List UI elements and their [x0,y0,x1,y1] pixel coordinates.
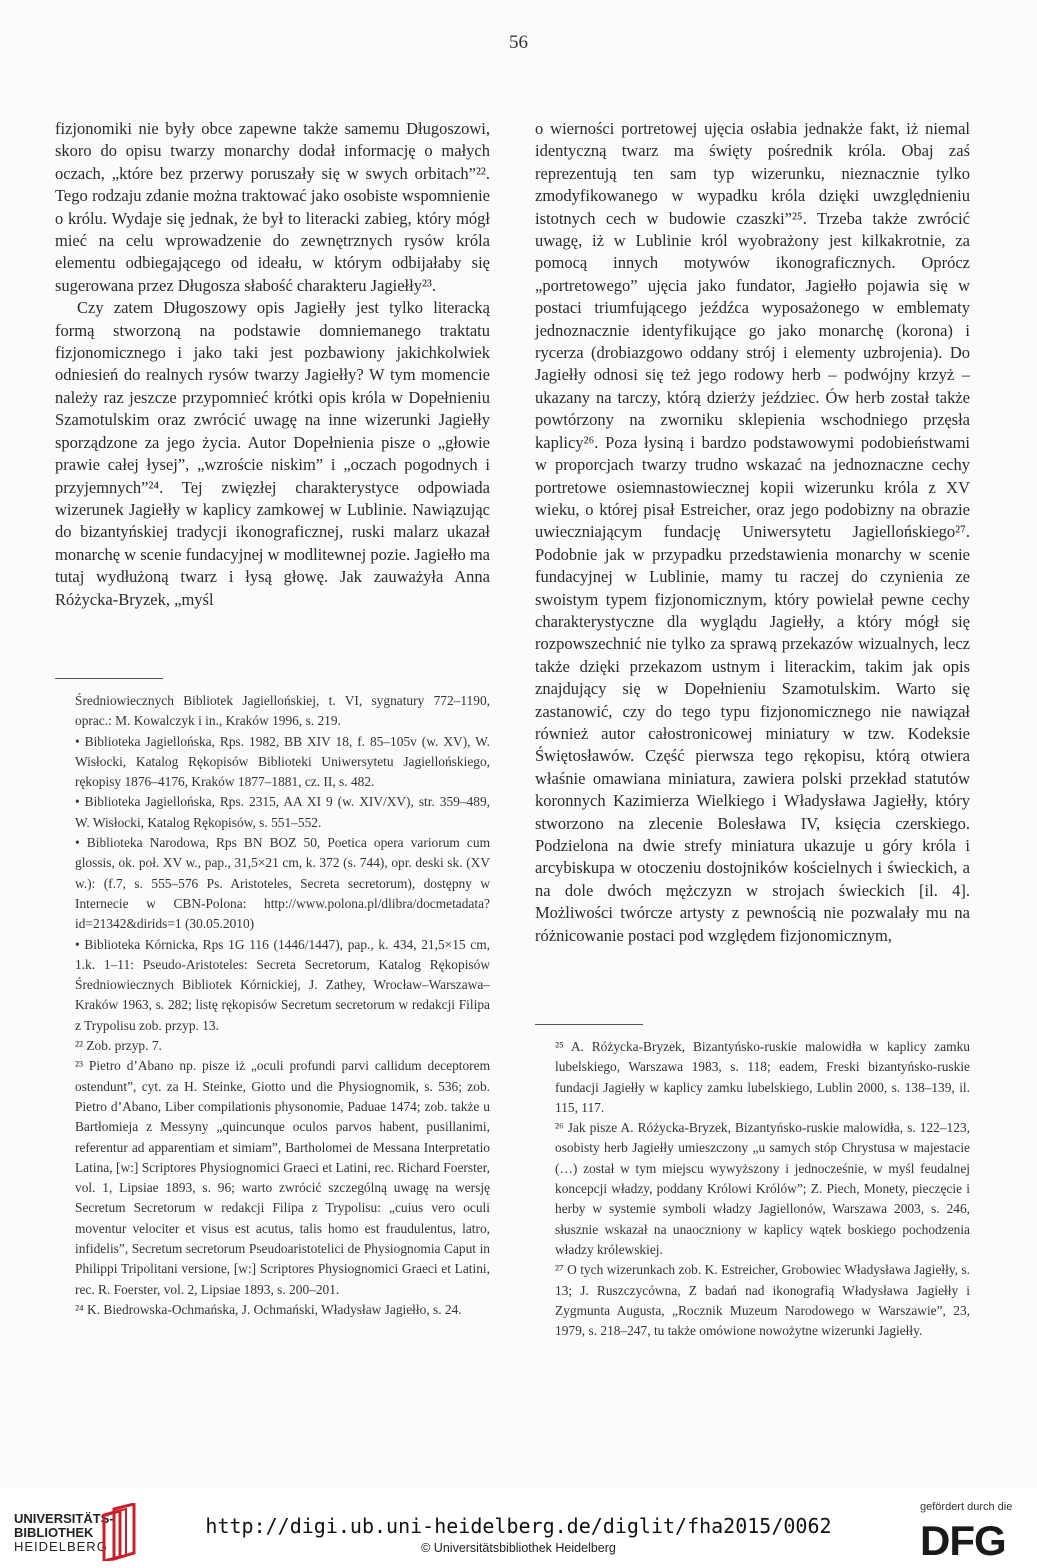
right-body-text [535,118,970,947]
footnote-list-item: • Biblioteka Narodowa, Rps BN BOZ 50, Poetica opera variorum cum glossis, ok. poł. XV w., pap., 31,5×21 cm, k. 372 (s. 744), opr. deski sk. (XV w.): (f.7, s. 555–576 Ps. Aristoteles, Secreta secretorum), dostępny w Internecie w CBN-Polona: http://www.polona.pl/dlibra/docmetadata?id=21342&dirids=1 (30.05.2010) [75,835,490,932]
right-column [535,118,970,1339]
footnote-24: ²⁴ K. Biedrowska-Ochmańska, J. Ochmański, Władysław Jagiełło, s. 24. [75,1301,462,1317]
footnote-22: ²² Zob. przyp. 7. [75,1038,162,1054]
footnote-27: ²⁷ O tych wizerunkach zob. K. Estreicher, Grobowiec Władysława Jagiełły, s. 13; J. Ruszczycówna, Z badań nad ikonografią Władysława Jagiełły i Zygmunta Augusta, „Rocznik Muzeum Narodowego w Warszawie”, 23, 1979, s. 218–247, tu także omówione nowożytne wizerunki Jagiełły. [555,1262,970,1339]
left-paragraph-2: Czy zatem Długoszowy opis Jagiełły jest tylko literacką formą stworzoną na podstawie domniemanego traktatu fizjonomicznego i jako taki jest pozbawiony jakichkolwiek odniesień do realnych rysów twarzy Jagiełły? W tym momencie należy raz jeszcze przypomnieć krótki opis króla w Dopełnieniu Szamotulskim oraz zwrócić uwagę na inne wizerunki Jagiełły sporządzone za jego życia. Autor Dopełnienia pisze o „głowie prawie całej łysej”, „wzroście niskim” i „oczach pogodnych i przyjemnych”²⁴. Tej zwięzłej charakterystyce odpowiada wizerunek Jagiełły w kaplicy zamkowej w Lublinie. Nawiązując do bizantyńskiej tradycji ikonograficznej, ruski malarz ukazał monarchę w scenie fundacyjnej w modlitewnej pozie. Jagiełło ma tutaj wydłużoną twarz i łysą głowę. Jak zauważyła Anna Różycka-Bryzek, „myśl [55,298,490,609]
footnote-25: ²⁵ A. Różycka-Bryzek, Bizantyńsko-ruskie malowidła w kaplicy zamku lubelskiego, Warszawa 1983, s. 118; eadem, Freski bizantyńsko-ruskie fundacji Jagiełły w kaplicy zamku lubelskiego, Lublin 2000, s. 138–139, il. 115, 117. [555,1039,970,1115]
right-paragraph-1: o wierności portretowej ujęcia osłabia jednakże fakt, iż niemal identyczną twarz ma święty pośrednik króla. Obaj zaś reprezentują ten sam typ wizerunku, nieznacznie tylko zmodyfikowanego w wypadku króla dzięki uwzględnieniu istotnych cech w budowie czaszki”²⁵. Trzeba także zwrócić uwagę, iż w Lublinie król wyobrażony jest kilkakrotnie, za pomocą innych motywów ikonograficznych. Oprócz „portretowego” ujęcia jako fundator, Jagiełło pojawia się w postaci triumfującego jeźdźca wyposażonego w emblematy jednoznacznie identyfikujące go jako monarchę (korona) i rycerza (drobiazgowo oddany strój i elementy uzbrojenia). Do Jagiełły odnosi się też jego rodowy herb – podwójny krzyż – ukazany na tarczy, którą dzierży jeździec. Ów herb został także powtórzony na zworniku sklepienia wschodniego przęsła kaplicy²⁶. Poza łysiną i bardzo podstawowymi podobieństwami w proporcjach twarzy trudno wskazać na jednoznaczne cechy portretowe osiemnastowiecznej kopii wizerunku króla z XV wieku, o której pisał Estreicher, oraz jego podobizny na obrazie uwieczniającym fundację Uniwersytetu Jagiellońskiego²⁷. Podobnie jak w przypadku przedstawienia monarchy w scenie fundacyjnej w Lublinie, mamy tu raczej do czynienia ze swoistym typem fizjonomicznym, który powielał pewne cechy charakterystyczne dla wyglądu Jagiełły, a który mógł się rozpowszechnić nie tylko za sprawą przekazów wizualnych, lecz także dzięki przekazom ustnym i literackim, takim jak opis znajdujący się w Dopełnieniu Szamotulskim. Warto się zastanowić, czy do tego typu fizjonomicznego nie nawiązał również autor całostronicowej miniatury w tzw. Kodeksie Świętosławów. Część pierwsza tego rękopisu, którą otwiera właśnie omawiana miniatura, zawiera polski przekład statutów koronnych Kazimierza Wielkiego i Władysława Jagiełły, który stworzono na zlecenie Bolesława IV, księcia czerskiego. Podzielona na dwie strefy miniatura ukazuje u góry króla i arcybiskupa w otoczeniu dostojników kościelnych i świeckich, a na dole dwóch mężczyzn w strojach świeckich [il. 4]. Możliwości twórcze artysty z pewnością nie pozwalały mu na różnicowanie postaci pod względem fizjonomicznym, [535,119,970,945]
left-column [55,118,490,1317]
footnote-divider [535,1024,643,1025]
page-number: 56 [509,32,528,53]
library-line-3: HEIDELBERG [14,1539,108,1554]
left-body-text [55,118,490,611]
footnote-list-item: • Biblioteka Jagiellońska, Rps. 2315, AA XI 9 (w. XIV/XV), str. 359–489, W. Wisłocki, Katalog Rękopisów, s. 551–552. [75,794,490,830]
footnote-26: ²⁶ Jak pisze A. Różycka-Bryzek, Bizantyńsko-ruskie malowidła, s. 122–123, osobisty herb Jagiełły umieszczony „u samych stóp Chrystusa w majestacie (…) został w tym miejscu wywyższony i jednocześnie, w myśl feudalnej koncepcji władzy, poddany Królowi Królów”; Z. Piech, Monety, pieczęcie i herby w systemie symboli władzy Jagiellonów, Warszawa 2003, s. 246, słusznie wskazał na unaoczniony w kaplicy wątek boskiego pochodzenia władzy królewskiej. [555,1120,970,1257]
dfg-logo: DFG [920,1517,1006,1564]
footnote-list-item: • Biblioteka Kórnicka, Rps 1G 116 (1446/1447), pap., k. 434, 21,5×15 cm, 1.k. 1–11: Pseudo-Aristoteles: Secreta Secretorum, Katalog Rękopisów Średniowiecznych Bibliotek Kórnickiej, J. Zathey, Wrocław–Warszawa–Kraków 1963, s. 282; listę rękopisów Secretum secretorum w redakcji Filipa z Trypolisu zob. przyp. 13. [75,936,490,1033]
permalink-url[interactable]: http://digi.ub.uni-heidelberg.de/diglit/fha2015/0062 [205,1514,832,1538]
copyright-notice: © Universitätsbibliothek Heidelberg [421,1541,616,1555]
dfg-caption: gefördert durch die [920,1501,1013,1513]
footnote-continuation: Średniowiecznych Bibliotek Jagiellońskiej, t. VI, sygnatury 772–1190, oprac.: M. Kowalczyk i in., Kraków 1996, s. 219. [75,693,490,729]
left-footnotes [55,678,490,1320]
left-paragraph-1: fizjonomiki nie były obce zapewne także samemu Długoszowi, skoro do opisu twarzy monarchy dodał informację o małych oczach, „które bez przerwy poruszały się w swych orbitach”²². Tego rodzaju zdanie można traktować jako osobiste wspomnienie o królu. Wydaje się jednak, że był to literacki zabieg, który mógł mieć na celu wprowadzenie do zewnętrznych rysów króla elementu odbiegającego od ideału, w którym odbijałaby się sugerowana przez Długosza słabość charakteru Jagiełły²³. [55,119,490,295]
footnote-23: ²³ Pietro d’Abano np. pisze iż „oculi profundi parvi callidum deceptorem ostendunt”, cyt. za H. Steinke, Giotto und die Physiognomik, s. 536; zob. Pietro d’Abano, Liber compilationis physonomie, Paduae 1474; zob. także u Bartłomieja z Messyny „quincunque oculos parvos habent, pusillanimi, referentur ad apparentiam et simiam”, Bartholomei de Messana Interpretatio Latina, [w:] Scriptores Physiognomici Graeci et Latini, rec. Richard Foerster, vol. 1, Lipsiae 1893, s. 96; warto zwrócić szczególną uwagę na wersję Secretum Secretorum w redakcji Filipa z Trypolisu: „cuius vero oculi moventur velociter et visus est acutus, talis homo est fraudulentus, latro, infidelis”, Secretum secretorum Pseudoaristotelici de Physiognomia Caput in Philippi Tripolitani versione, [w:] Scriptores Physiognomici Graeci et Latini, rec. R. Foerster, vol. 2, Lipsiae 1893, s. 200–201. [75,1058,490,1297]
library-line-2: BIBLIOTHEK [14,1525,94,1540]
right-footnotes [535,1024,970,1341]
footnote-list-item: • Biblioteka Jagiellońska, Rps. 1982, BB XIV 18, f. 85–105v (w. XV), W. Wisłocki, Katalog Rękopisów Biblioteki Uniwersytetu Jagiellońskiego, rękopisy 1876–4176, Kraków 1877–1881, cz. II, s. 482. [75,733,490,790]
library-line-1: UNIVERSITÄTS- [14,1511,114,1526]
footnote-divider [55,678,163,679]
